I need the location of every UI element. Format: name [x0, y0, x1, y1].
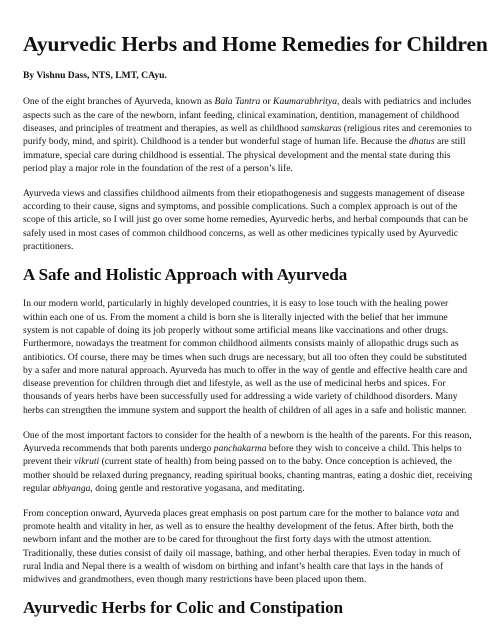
text-run: before they wish to conceive a child. This helps to prevent their — [23, 442, 462, 468]
text-run: or — [260, 96, 274, 108]
section1-paragraph-2 — [23, 429, 473, 496]
section1-paragraph-3 — [23, 507, 473, 587]
term-vikruti: vikruti — [74, 456, 100, 468]
article-title: Ayurvedic Herbs and Home Remedies for Children — [23, 32, 488, 56]
intro-paragraph-1 — [23, 95, 473, 175]
text-run: From conception onward, Ayurveda places great emphasis on post partum care for the mother to balance — [23, 507, 427, 519]
term-vata: vata — [426, 507, 443, 519]
term-abhyanga: abhyanga — [52, 482, 91, 494]
text-run: are still immature, special care during childhood is essential. The physical development and the mental state during this period play a major role in the foundation of the rest of a person’s life. — [23, 136, 466, 174]
section-heading-colic-constipation: Ayurvedic Herbs for Colic and Constipation — [23, 598, 344, 618]
term-samskaras: samskaras — [300, 122, 342, 134]
author-byline: By Vishnu Dass, NTS, LMT, CAyu. — [23, 69, 167, 81]
text-run: One of the most important factors to consider for the health of a newborn is the health of the parents. For this reason, Ayurveda recommends that both parents undergo — [23, 429, 472, 454]
section1-paragraph-1: In our modern world, particularly in highly developed countries, it is easy to lose touch with the healing power within each one of us. From the moment a child is born she is literally injected with the belief that her immune system is not capable of doing its job properly without some artificial means like vaccinations and other drugs. Furthermore, nowadays the treatment for common childhood ailments consists mainly of allopathic drugs such as antibiotics. Of course, there may be times when such drugs are necessary, but all too often they could be substituted by a safer and more natural approach. Ayurveda has much to offer in the way of gentle and effective health care and disease prevention for children through diet and lifestyle, as well as the use of medicinal herbs and spices. For thousands of years herbs have been successfully used for addressing a wide variety of childhood disorders. Many herbs can strengthen the immune system and support the health of children of all ages in a safe and holistic manner. — [23, 298, 468, 416]
section-heading-safe-holistic: A Safe and Holistic Approach with Ayurveda — [23, 264, 348, 284]
text-run: , doing gentle and restorative yogasana, and meditating. — [90, 482, 305, 494]
intro-paragraph-2: Ayurveda views and classifies childhood ailments from their etiopathogenesis and suggests management of disease according to their cause, signs and symptoms, and possible complications. Such a complex approach is out of the scope of this article, so I will just go over some home remedies, Ayurvedic herbs, and herbal compounds that can be safely used in most cases of common childhood concerns, as well as other medicines typically used by Ayurvedic practitioners. — [23, 187, 468, 252]
text-run: (current state of health) from being passed on to the baby. Once conception is achieved, the mother should be relaxed during pregnancy, reading spiritual books, chanting mantras, eating a doshic diet, receiving regular — [23, 456, 473, 494]
text-run: , deals with pediatrics and includes aspects such as the care of the newborn, infant feeding, clinical examination, dentition, management of childhood diseases, and principles of treatment and therapies, as well as childhood — [23, 96, 472, 134]
text-run: (religious rites and ceremonies to purify body, mind, and spirit). Childhood is a tender but wonderful stage of human life. Because the — [23, 122, 472, 148]
term-kaumarabhritya: Kaumarabhritya — [273, 96, 338, 108]
term-panchakarma: panchakarma — [213, 442, 267, 454]
term-dhatus: dhatus — [408, 136, 435, 148]
text-run: and promote health and vitality in her, as well as to ensure the healthy development of the fetus. After birth, both the newborn infant and the mother are to be cared for throughout the first forty days with the utmost attention. Traditionally, these duties consist of daily oil massage, bathing, and other herbal therapies. Even today in much of rural India and Nepal there is a wealth of wisdom on birthing and infant’s health care that lays in the hands of midwives and grandmothers, even though many restrictions have been placed upon them. — [23, 507, 461, 586]
text-run: One of the eight branches of Ayurveda, known as — [23, 96, 215, 108]
term-bala-tantra: Bala Tantra — [214, 96, 261, 108]
